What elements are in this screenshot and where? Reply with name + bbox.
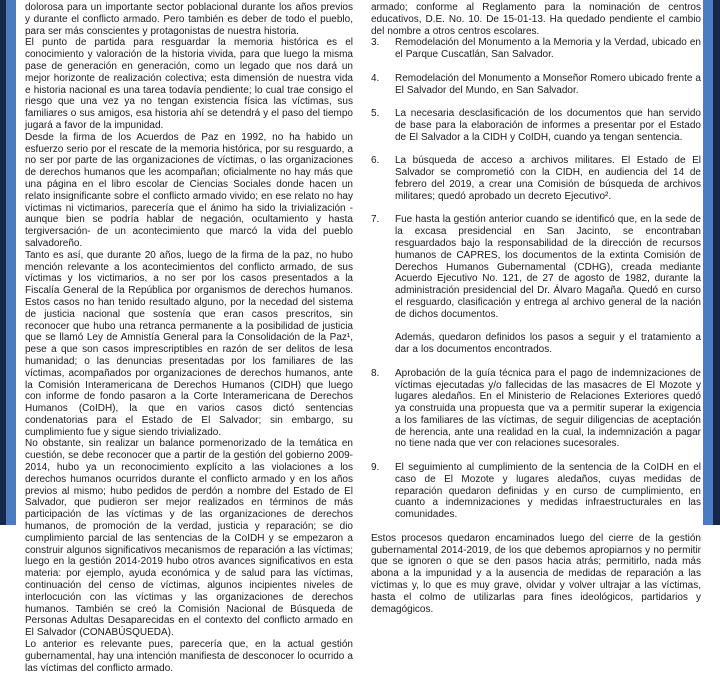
list-item-number: 7. <box>371 214 380 226</box>
paragraph: No obstante, sin realizar un balance pormenorizado de la temática en cuestión, se debe reconocer que a partir de la gestión del gobierno 2009-2014, hubo ya un reconocimiento explícito a las violaciones a los derechos humanos ocurridos durante el conflicto armado y en los años previos al mismo; hubo pedidos de perdón a nombre del Estado de El Salvador, que pudieron ser mejor realizados en términos de más participación de las víctimas y de las organizaciones de derechos humanos, de promoción de la verdad, justicia y reparación; se dio cumplimiento parcial de las sentencias de la CoIDH y se empezaron a construir algunos significativos mecanismos de reparación a las víctimas; luego en la gestión 2014-2019 hubo otros avances significativos en esta materia: por ejemplo, ayuda económica y de salud para las víctimas, continuación del censo de víctimas, algunos incipientes niveles de interlocución con las víctimas y las organizaciones de derechos humanos. También se creó la Comisión Nacional de Búsqueda de Personas Adultas Desaparecidas en el contexto del conflicto armado en El Salvador (CONABÚSQUEDA). <box>25 438 353 639</box>
left-text-column <box>25 2 353 674</box>
list-item-text: Aprobación de la guía técnica para el pago de indemnizaciones de víctimas ejecutadas y/o fallecidas de las masacres de El Mozote y lugares aledaños. En el Ministerio de Relaciones Exteriores quedó ya construida una propuesta que va a permitir superar la exigencia a los familiares de las víctimas, de seguir diligencias de aceptación de herencia, ante una realidad en la cual, la indemnización a pagar no tiene nada que ver con relaciones sucesorales. <box>395 367 701 450</box>
paragraph: Tanto es así, que durante 20 años, luego de la firma de la paz, no hubo mención relevante a los acontecimientos del conflicto armado, de sus víctimas y los victimarios, a no ser por los casos presentados a la Fiscalía General de la República por organismos de derechos humanos. Estos casos no han tenido resultado alguno, por la necedad del sistema de justicia nacional que sostenía que eran casos prescritos, sin reconocer que hubo una retranca permanente a la posibilidad de justicia que se llamó Ley de Amnistía General para la Consolidación de la Paz¹, pese a que son casos imprescriptibles en razón de ser delitos de lesa humanidad; o las denuncias presentadas por los familiares de las víctimas, acompañados por organizaciones de derechos humanos, ante la Comisión Interamericana de Derechos Humanos (CIDH) que luego con informe de fondo pasaron a la Corte Interamericana de Derechos Humanos (CoIDH), la que en varios casos dictó sentencias condenatorias para el Estado de El Salvador; sin embargo, su cumplimiento fue y sigue siendo trivializado. <box>25 249 353 438</box>
list-item-text: Remodelación del Monumento a Monseñor Romero ubicado frente a El Salvador del Mundo, en San Salvador. <box>395 72 701 96</box>
page-border-right-dark <box>713 0 720 525</box>
list-item-number: 5. <box>371 108 380 120</box>
list-item-number: 3. <box>371 37 380 49</box>
list-item <box>371 108 701 143</box>
list-item-number: 8. <box>371 367 380 379</box>
page-border-left-blue <box>6 0 16 525</box>
list-item-subparagraph: Además, quedaron definidos los pasos a seguir y el tratamiento a dar a los documentos encontrados. <box>395 332 701 356</box>
list-item-number: 9. <box>371 462 380 474</box>
list-item-number: 4. <box>371 72 380 84</box>
list-item-text: Fue hasta la gestión anterior cuando se identificó que, en la sede de la excasa presidencial en San Jacinto, se encontraban resguardados bajo la responsabilidad de la dirección de recursos humanos de CAPRES, los documentos de la extinta Comisión de Derechos Humanos Gubernamental (CDHG), creada mediante Acuerdo Ejecutivo No. 121, de 27 de agosto de 1982, durante la administración presidencial del Dr. Álvaro Magaña. Quedó en curso el resguardo, clasificación y entrega al archivo general de la nación de dichos documentos. <box>395 214 701 320</box>
list-item-text: La necesaria desclasificación de los documentos que han servido de base para la elaboración de informes a presentar por el Estado de El Salvador a la CIDH y CoIDH, cuando ya tengan sentencia. <box>395 108 701 143</box>
page-border-right-blue <box>703 0 713 525</box>
list-item <box>371 462 701 521</box>
list-item-continuation: armado; conforme al Reglamento para la nominación de centros educativos, D.E. No. 10. De 15-01-13. Ha quedado pendiente el cambio del nombre a otros centros escolares. <box>371 2 701 37</box>
list-item-text: El seguimiento al cumplimiento de la sentencia de la CoIDH en el caso de El Mozote y lugares aledaños, cuyas medidas de reparación quedaron definidas y en curso de cumplimiento, en cuanto a indemnizaciones y medidas infraestructurales en las comunidades. <box>395 462 701 521</box>
list-item-text: Remodelación del Monumento a la Memoria y la Verdad, ubicado en el Parque Cuscatlán, San Salvador. <box>395 37 701 61</box>
list-item <box>371 155 701 202</box>
right-text-column <box>371 2 701 615</box>
paragraph: El punto de partida para resguardar la memoria histórica es el conocimiento y valoración de la historia vivida, para que luego la misma pase de generación en generación, como un legado que nos dará un mejor horizonte de realización colectiva; esta dimensión de nuestra vida e historia nacional es una tarea todavía pendiente; lo cual trae consigo el riesgo que una vez ya no tengan existencia física las víctimas, sus familiares o sus amigos, esa historia ahí se detendrá y el paso del tiempo jugará a favor de la impunidad. <box>25 37 353 131</box>
paragraph: Desde la firma de los Acuerdos de Paz en 1992, no ha habido un esfuerzo serio por el rescate de la memoria histórica, por su resguardo, a no ser por parte de las organizaciones de víctimas, o las organizaciones de derechos humanos que les acompañan; oficialmente no hay más que una página en el libro escolar de Ciencias Sociales donde hacen un relato insignificante sobre el conflicto armado vivido; en ese relato no hay víctimas ni victimarios, parecería que el ánimo ha sido la trivialización -aunque bien se podría hablar de negación, ocultamiento y hasta tergiversación- de un acontecimiento que marcó la vida del pueblo salvadoreño. <box>25 131 353 249</box>
list-item-number: 6. <box>371 155 380 167</box>
list-item <box>371 37 701 61</box>
list-item <box>371 73 701 97</box>
list-item <box>371 214 701 356</box>
closing-paragraph: Estos procesos quedaron encaminados luego del cierre de la gestión gubernamental 2014-2019, de los que debemos apropiarnos y no permitir que se ignoren o que se den pasos hacia atrás; permitirlo, nada más abona a la impunidad y a la ausencia de medidas de reparación a las víctimas y, lo que es muy grave, olvidar y volver ultrajar a las víctimas, hasta el colmo de utilizarlas para fines ideológicos, partidarios y demagógicos. <box>371 532 701 615</box>
paragraph: Lo anterior es relevante pues, parecería que, en la actual gestión gubernamental, hay una intención manifiesta de desconocer lo ocurrido a las víctimas del conflicto armado. <box>25 639 353 674</box>
list-item-text: La búsqueda de acceso a archivos militares. El Estado de El Salvador se comprometió con la CIDH, en audiencia del 14 de febrero del 2019, a crear una Comisión de búsqueda de archivos militares; quedó aprobado un decreto Ejecutivo². <box>395 155 701 202</box>
paragraph: dolorosa para un importante sector poblacional durante los años previos y durante el conflicto armado. Pero también es deber de todo el pueblo, para ser más conscientes y protagonistas de nuestra historia. <box>25 2 353 37</box>
list-item <box>371 368 701 451</box>
